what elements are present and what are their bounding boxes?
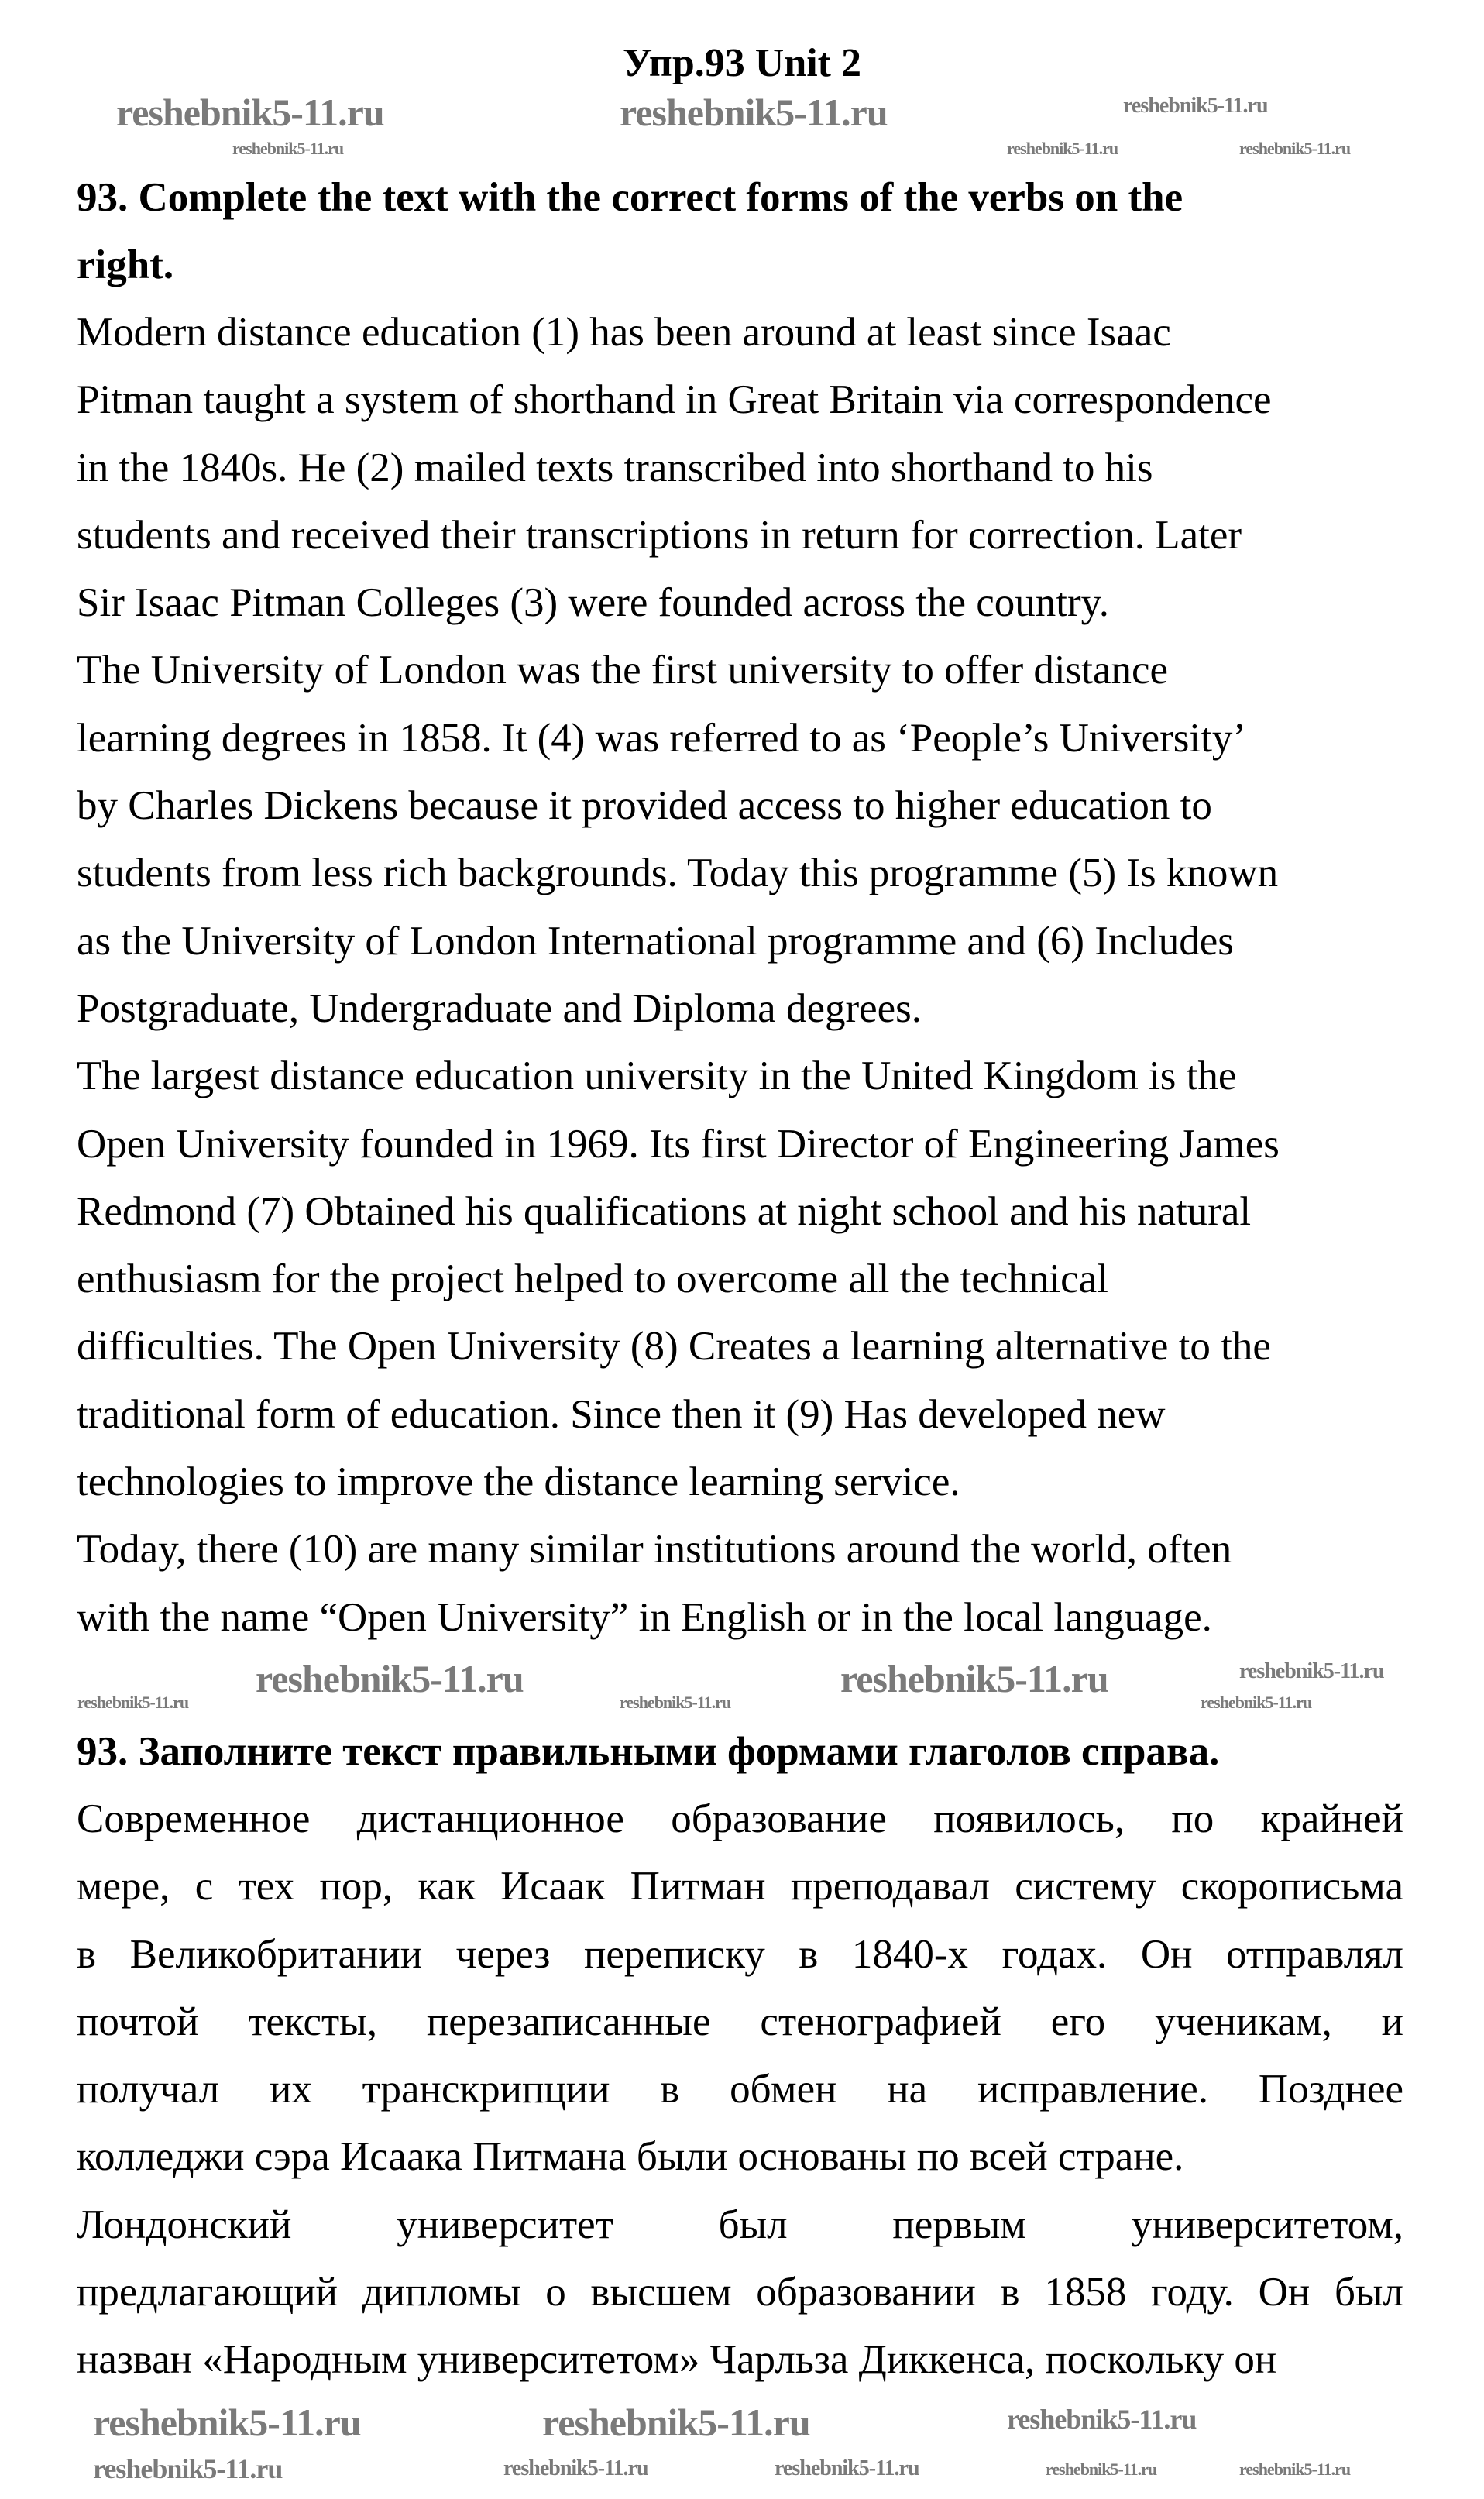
watermark: reshebnik5-11.ru bbox=[232, 139, 344, 158]
watermark: reshebnik5-11.ru bbox=[93, 2453, 283, 2484]
watermark: reshebnik5-11.ru bbox=[840, 1657, 1108, 1700]
heading-line: 93. Complete the text with the correct forms of the verbs on the bbox=[77, 175, 1183, 220]
english-heading bbox=[77, 164, 1403, 300]
text-line: Sir Isaac Pitman Colleges (3) were founded across the country. bbox=[77, 580, 1109, 626]
text-line: Pitman taught a system of shorthand in Great Britain via correspondence bbox=[77, 377, 1272, 423]
text-line: learning degrees in 1858. It (4) was referred to as ‘People’s University’ bbox=[77, 715, 1247, 761]
text-line: traditional form of education. Since then it (9) Has developed new bbox=[77, 1391, 1166, 1437]
text-line: technologies to improve the distance learning service. bbox=[77, 1459, 960, 1505]
text-line: enthusiasm for the project helped to overcome all the technical bbox=[77, 1256, 1108, 1302]
watermark: reshebnik5-11.ru bbox=[1239, 139, 1351, 158]
watermark: reshebnik5-11.ru bbox=[93, 2401, 361, 2444]
text-line: Modern distance education (1) has been around at least since Isaac bbox=[77, 310, 1171, 355]
text-line: with the name “Open University” in English or in the local language. bbox=[77, 1594, 1212, 1640]
text-line: students from less rich backgrounds. Today this programme (5) Is known bbox=[77, 851, 1279, 896]
watermark: reshebnik5-11.ru bbox=[542, 2401, 810, 2444]
text-line: Современное дистанционное образование появилось, по крайней bbox=[77, 1796, 1403, 1841]
russian-heading bbox=[77, 1718, 1403, 1786]
text-line: Open University founded in 1969. Its first Director of Engineering James bbox=[77, 1121, 1280, 1167]
text-line: назван «Народным университетом» Чарльза Диккенса, поскольку он bbox=[77, 2337, 1277, 2383]
russian-text bbox=[77, 1786, 1403, 2394]
text-line: The University of London was the first university to offer distance bbox=[77, 648, 1169, 693]
watermark: reshebnik5-11.ru bbox=[1007, 139, 1118, 158]
text-line: students and received their transcriptions in return for correction. Later bbox=[77, 512, 1242, 558]
watermark: reshebnik5-11.ru bbox=[775, 2456, 919, 2480]
text-line: Redmond (7) Obtained his qualifications at night school and his natural bbox=[77, 1188, 1252, 1234]
watermark: reshebnik5-11.ru bbox=[1239, 1659, 1384, 1683]
watermark: reshebnik5-11.ru bbox=[256, 1657, 524, 1700]
text-line: предлагающий дипломы о высшем образовании в 1858 году. Он был bbox=[77, 2270, 1403, 2315]
watermark: reshebnik5-11.ru bbox=[116, 91, 384, 134]
watermark: reshebnik5-11.ru bbox=[1123, 94, 1268, 118]
watermark: reshebnik5-11.ru bbox=[1046, 2459, 1157, 2479]
text-line: Today, there (10) are many similar institutions around the world, often bbox=[77, 1527, 1232, 1573]
watermark: reshebnik5-11.ru bbox=[1201, 1693, 1312, 1712]
text-line: почтой тексты, перезаписанные стенографией его ученикам, и bbox=[77, 1999, 1403, 2044]
watermark: reshebnik5-11.ru bbox=[503, 2456, 648, 2480]
text-line: получал их транскрипции в обмен на исправление. Позднее bbox=[77, 2067, 1403, 2112]
text-line: Лондонский университет был первым университетом, bbox=[77, 2202, 1403, 2247]
text-line: колледжи сэра Исаака Питмана были основаны по всей стране. bbox=[77, 2134, 1184, 2180]
watermark: reshebnik5-11.ru bbox=[1007, 2404, 1197, 2435]
english-text bbox=[77, 299, 1403, 1652]
heading-line: 93. Заполните текст правильными формами глаголов справа. bbox=[77, 1729, 1220, 1774]
heading-line: right. bbox=[77, 242, 174, 288]
text-line: as the University of London International programme and (6) Includes bbox=[77, 918, 1234, 964]
text-line: by Charles Dickens because it provided access to higher education to bbox=[77, 783, 1212, 829]
watermark: reshebnik5-11.ru bbox=[620, 91, 888, 134]
text-line: difficulties. The Open University (8) Creates a learning alternative to the bbox=[77, 1324, 1271, 1370]
text-line: мере, с тех пор, как Исаак Питман преподавал систему скорописьма bbox=[77, 1864, 1403, 1909]
watermark: reshebnik5-11.ru bbox=[77, 1693, 189, 1712]
text-line: in the 1840s. He (2) mailed texts transcribed into shorthand to his bbox=[77, 445, 1153, 490]
watermark: reshebnik5-11.ru bbox=[620, 1693, 731, 1712]
text-line: The largest distance education university in the United Kingdom is the bbox=[77, 1054, 1237, 1099]
text-line: в Великобритании через переписку в 1840-х годах. Он отправлял bbox=[77, 1931, 1403, 1977]
text-line: Postgraduate, Undergraduate and Diploma degrees. bbox=[77, 985, 922, 1031]
page-title: Упр.93 Unit 2 bbox=[622, 41, 861, 85]
watermark: reshebnik5-11.ru bbox=[1239, 2459, 1351, 2479]
